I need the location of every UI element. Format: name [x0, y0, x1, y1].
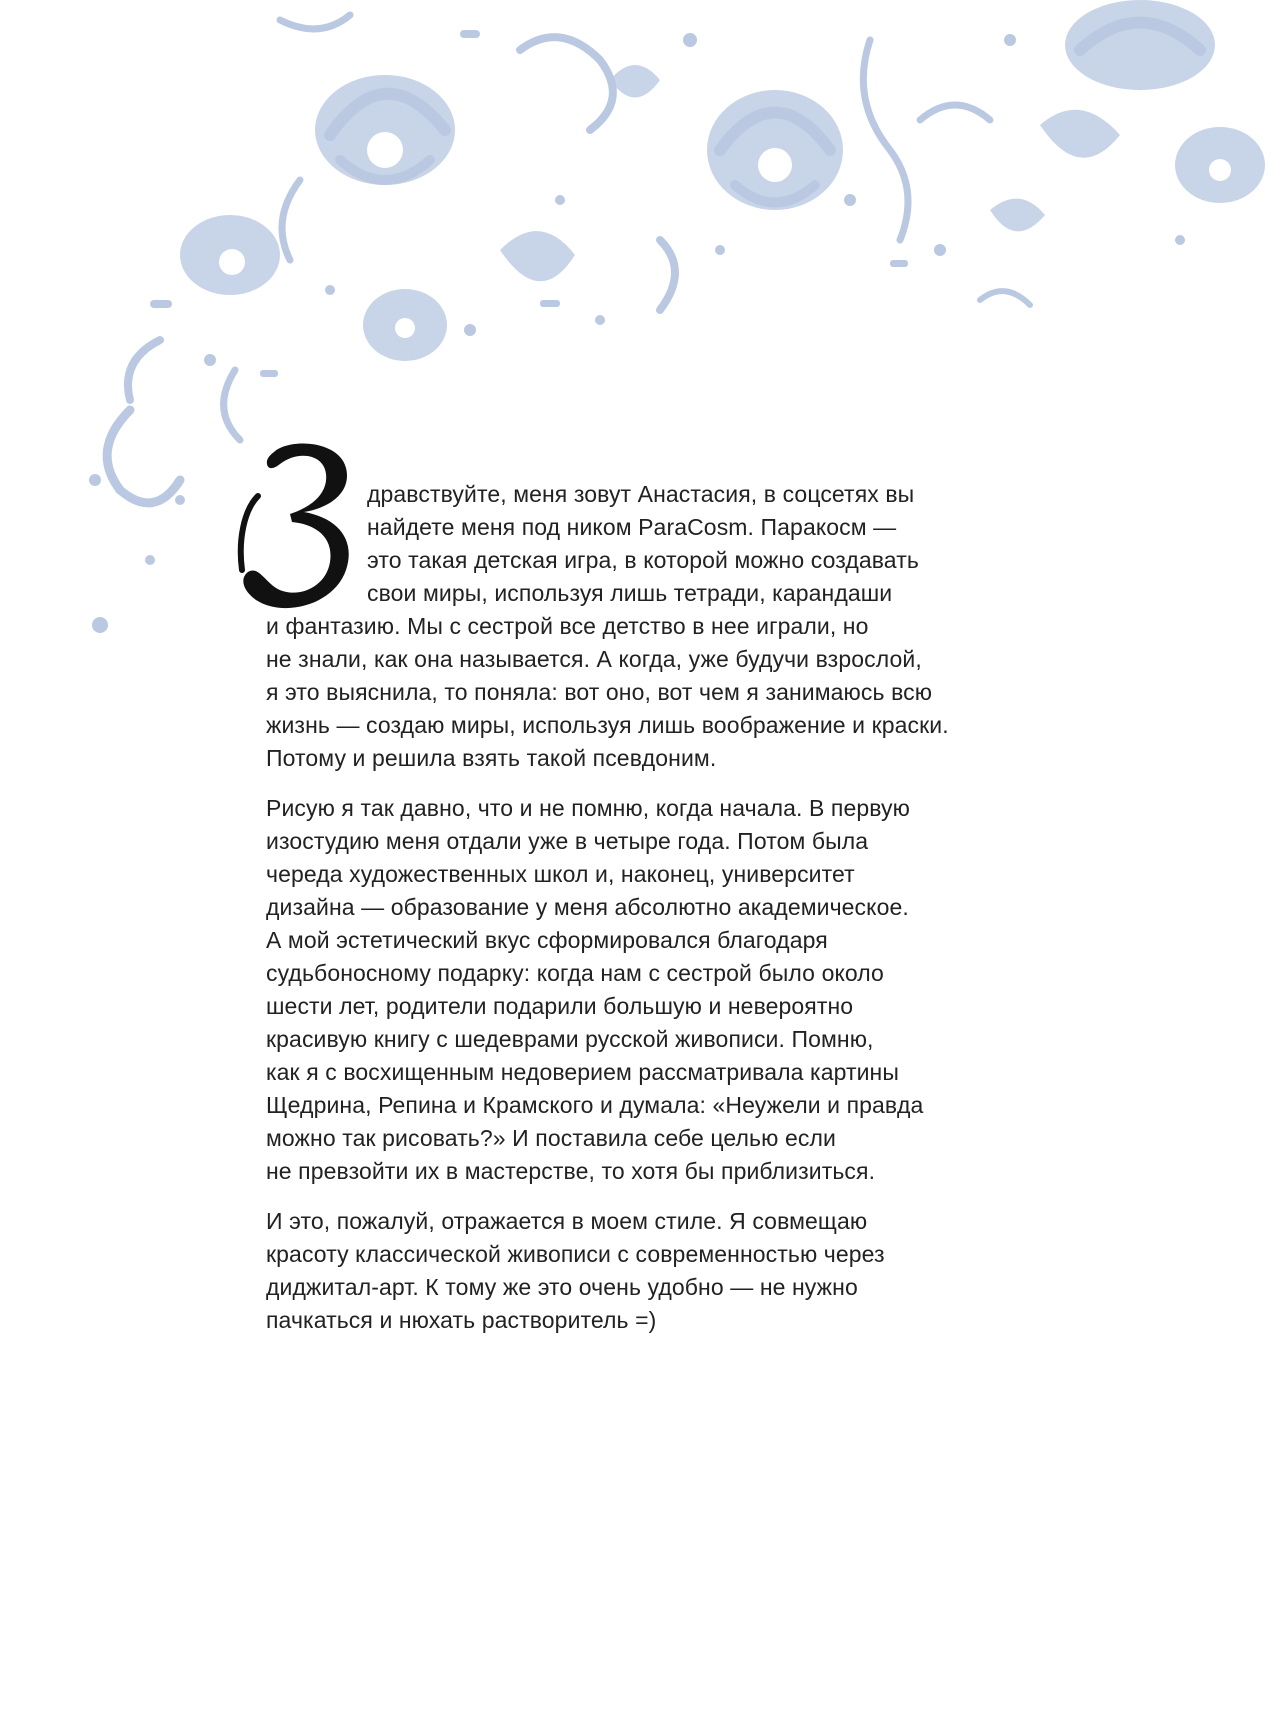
text-line: изостудию меня отдали уже в четыре года. Потом была: [266, 828, 869, 854]
text-line: как я с восхищенным недоверием рассматривала картины: [266, 1059, 899, 1085]
text-line: диджитал-арт. К тому же это очень удобно — не нужно: [266, 1274, 858, 1300]
text-line: судьбоносному подарку: когда нам с сестрой было около: [266, 960, 884, 986]
flower-small-right: [1175, 127, 1265, 203]
swirl-ornaments: [107, 15, 1030, 503]
paragraph-2: [266, 792, 996, 1188]
text-line: красоту классической живописи с современностью через: [266, 1241, 885, 1267]
article-text: [266, 478, 996, 1354]
flower-large-center: [707, 90, 843, 210]
text-line: я это выяснила, то поняла: вот оно, вот чем я занимаюсь всю: [266, 679, 933, 705]
text-line: дизайна — образование у меня абсолютно академическое.: [266, 894, 909, 920]
text-line: А мой эстетический вкус сформировался благодаря: [266, 927, 828, 953]
text-line: найдете меня под ником ParaCosm. Паракосм —: [367, 514, 897, 540]
text-line: пачкаться и нюхать растворитель =): [266, 1307, 657, 1333]
text-line: И это, пожалуй, отражается в моем стиле. Я совмещаю: [266, 1208, 868, 1234]
paragraph-3: [266, 1205, 996, 1337]
flower-large-right: [1065, 0, 1215, 90]
text-line: жизнь — создаю миры, используя лишь воображение и краски.: [266, 712, 949, 738]
text-line: дравствуйте, меня зовут Анастасия, в соцсетях вы: [367, 481, 915, 507]
text-line: можно так рисовать?» И поставила себе целью если: [266, 1125, 836, 1151]
flower-small-center: [363, 289, 447, 361]
text-line: шести лет, родители подарили большую и невероятно: [266, 993, 854, 1019]
text-line: Потому и решила взять такой псевдоним.: [266, 745, 717, 771]
text-line: Щедрина, Репина и Крамского и думала: «Неужели и правда: [266, 1092, 924, 1118]
text-line: свои миры, используя лишь тетради, карандаши: [367, 580, 893, 606]
text-line: это такая детская игра, в которой можно создавать: [367, 547, 919, 573]
text-line: Рисую я так давно, что и не помню, когда начала. В первую: [266, 795, 911, 821]
paragraph-1: [266, 478, 996, 775]
text-line: и фантазию. Мы с сестрой все детство в нее играли, но: [266, 613, 869, 639]
flower-small-left: [180, 215, 280, 295]
leaf-ornaments: [500, 65, 1120, 281]
text-line: череда художественных школ и, наконец, университет: [266, 861, 855, 887]
text-line: не превзойти их в мастерстве, то хотя бы приблизиться.: [266, 1158, 876, 1184]
text-line: красивую книгу с шедеврами русской живописи. Помню,: [266, 1026, 874, 1052]
flower-large-left: [315, 75, 455, 185]
text-line: не знали, как она называется. А когда, уже будучи взрослой,: [266, 646, 922, 672]
